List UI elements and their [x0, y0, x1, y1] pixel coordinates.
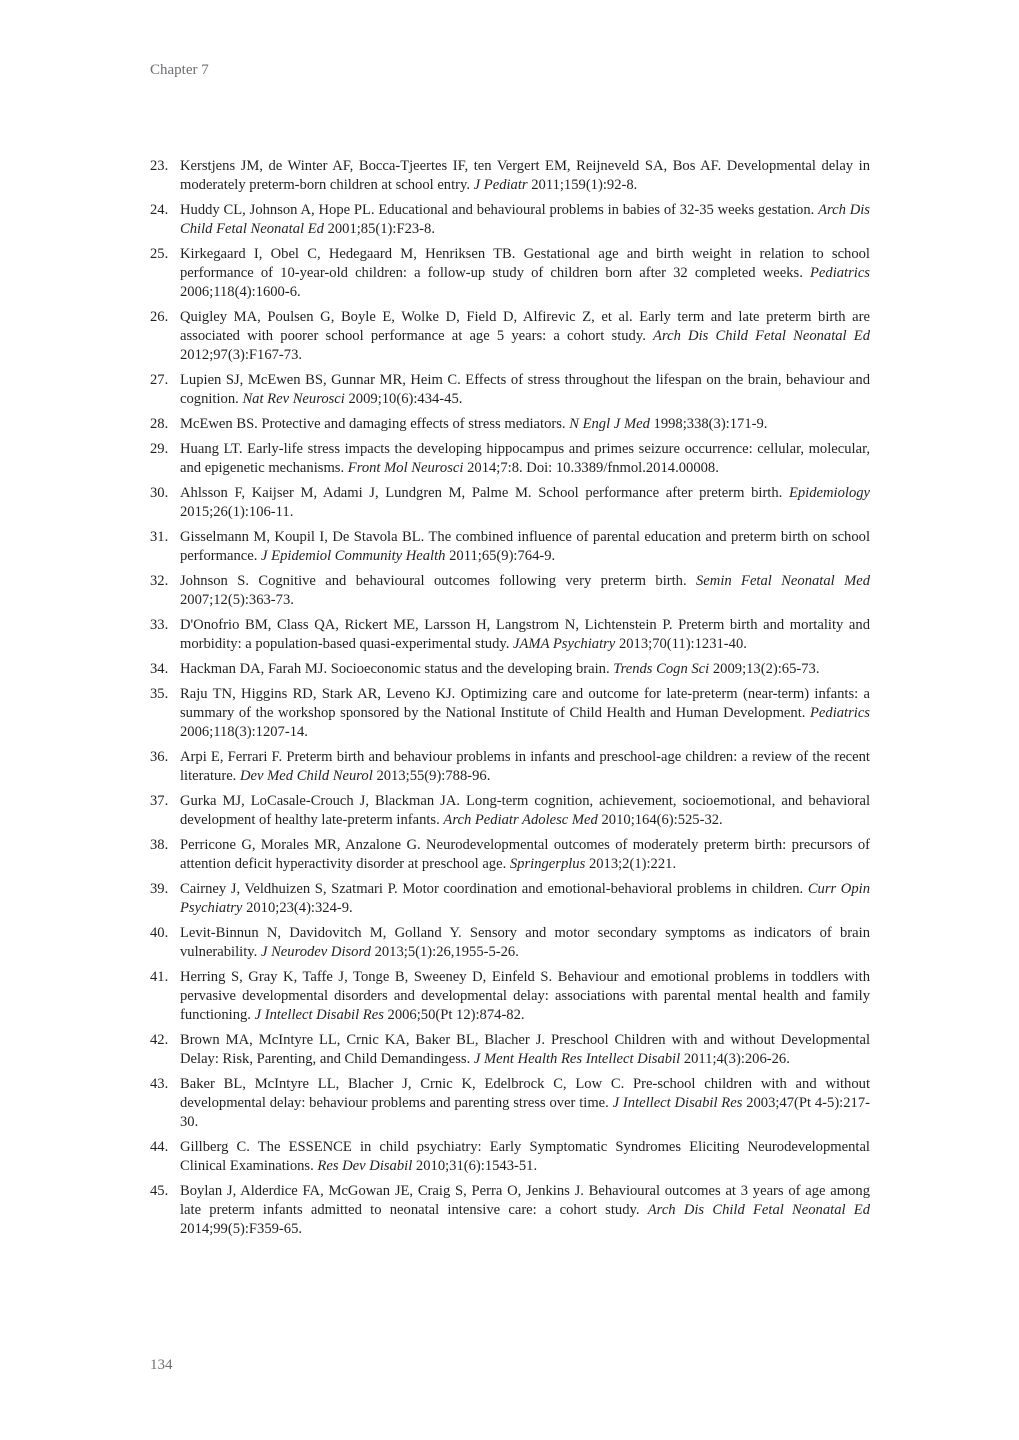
reference-text: Hackman DA, Farah MJ. Socioeconomic status and the developing brain. Trends Cogn Sci 2009;13(2):65-73. [180, 661, 820, 677]
journal-name: JAMA Psychiatry [513, 636, 616, 652]
reference-number: 43. [150, 1076, 169, 1092]
journal-name: Curr Opin Psychiatry [180, 881, 870, 916]
reference-text: Herring S, Gray K, Taffe J, Tonge B, Sweeney D, Einfeld S. Behaviour and emotional problems in toddlers with pervasive developmental disorders and developmental delay: associations with parental mental health and family functioning. J Intellect Disabil Res 2006;50(Pt 12):874-82. [180, 969, 870, 1023]
journal-name: J Pediatr [473, 177, 528, 193]
reference-text: Baker BL, McIntyre LL, Blacher J, Crnic K, Edelbrock C, Low C. Pre-school children with and without developmental delay: behaviour problems and parenting stress over time. J Intellect Disabil Res 2003;47(Pt 4-5):217-30. [180, 1076, 870, 1130]
reference-text: Ahlsson F, Kaijser M, Adami J, Lundgren M, Palme M. School performance after preterm birth. Epidemiology 2015;26(1):106-11. [180, 485, 871, 520]
reference-item [150, 616, 870, 654]
journal-name: J Epidemiol Community Health [261, 548, 446, 564]
journal-name: J Intellect Disabil Res [612, 1095, 743, 1111]
reference-item [150, 880, 870, 918]
reference-text: Perricone G, Morales MR, Anzalone G. Neurodevelopmental outcomes of moderately preterm birth: precursors of attention deficit hyperactivity disorder at preschool age. Springerplus 2013;2(1):221. [180, 837, 870, 872]
journal-name: Trends Cogn Sci [613, 661, 710, 677]
journal-name: Arch Dis Child Fetal Neonatal Ed [653, 328, 871, 344]
reference-number: 32. [150, 573, 169, 589]
reference-number: 24. [150, 202, 169, 218]
reference-item [150, 1182, 870, 1239]
reference-item [150, 371, 870, 409]
journal-name: Arch Pediatr Adolesc Med [443, 812, 598, 828]
reference-item [150, 484, 870, 522]
reference-text: Kirkegaard I, Obel C, Hedegaard M, Henriksen TB. Gestational age and birth weight in relation to school performance of 10-year-old children: a follow-up study of children born after 32 completed weeks. Pediatrics 2006;118(4):1600-6. [180, 246, 870, 300]
reference-number: 40. [150, 925, 169, 941]
reference-item [150, 1031, 870, 1069]
page-number: 134 [150, 1357, 173, 1373]
reference-text: Brown MA, McIntyre LL, Crnic KA, Baker BL, Blacher J. Preschool Children with and without Developmental Delay: Risk, Parenting, and Child Demandingess. J Ment Health Res Intellect Disabil 2011;4(3):206-26. [180, 1032, 870, 1067]
journal-name: J Intellect Disabil Res [254, 1007, 384, 1023]
reference-item [150, 1138, 870, 1176]
journal-name: Epidemiology [788, 485, 871, 501]
reference-text: Raju TN, Higgins RD, Stark AR, Leveno KJ. Optimizing care and outcome for late-preterm (near-term) infants: a summary of the workshop sponsored by the National Institute of Child Health and Human Development. Pediatrics 2006;118(3):1207-14. [180, 686, 870, 740]
journal-name: Nat Rev Neurosci [242, 391, 345, 407]
reference-number: 23. [150, 158, 169, 174]
reference-text: McEwen BS. Protective and damaging effects of stress mediators. N Engl J Med 1998;338(3):171-9. [180, 416, 768, 432]
journal-name: Semin Fetal Neonatal Med [696, 573, 870, 589]
reference-text: Kerstjens JM, de Winter AF, Bocca-Tjeertes IF, ten Vergert EM, Reijneveld SA, Bos AF. Developmental delay in moderately preterm-born children at school entry. J Pediatr 2011;159(1):92-8. [180, 158, 870, 193]
reference-text: D'Onofrio BM, Class QA, Rickert ME, Larsson H, Langstrom N, Lichtenstein P. Preterm birth and mortality and morbidity: a population-based quasi-experimental study. JAMA Psychiatry 2013;70(11):1231-40. [180, 617, 870, 652]
reference-number: 30. [150, 485, 169, 501]
reference-number: 38. [150, 837, 169, 853]
reference-number: 37. [150, 793, 169, 809]
reference-item [150, 528, 870, 566]
reference-number: 41. [150, 969, 169, 985]
reference-number: 28. [150, 416, 169, 432]
reference-number: 42. [150, 1032, 169, 1048]
reference-item [150, 308, 870, 365]
journal-name: J Ment Health Res Intellect Disabil [473, 1051, 681, 1067]
reference-item [150, 792, 870, 830]
journal-name: Arch Dis Child Fetal Neonatal Ed [180, 202, 870, 237]
reference-number: 31. [150, 529, 169, 545]
reference-number: 33. [150, 617, 169, 633]
journal-name: Res Dev Disabil [317, 1158, 413, 1174]
reference-number: 35. [150, 686, 169, 702]
reference-text: Levit-Binnun N, Davidovitch M, Golland Y. Sensory and motor secondary symptoms as indicators of brain vulnerability. J Neurodev Disord 2013;5(1):26,1955-5-26. [180, 925, 870, 960]
running-head: Chapter 7 [150, 62, 209, 78]
journal-name: Arch Dis Child Fetal Neonatal Ed [647, 1202, 871, 1218]
reference-item [150, 924, 870, 962]
reference-item [150, 660, 870, 679]
journal-name: Pediatrics [810, 265, 870, 281]
reference-text: Huddy CL, Johnson A, Hope PL. Educational and behavioural problems in babies of 32-35 weeks gestation. Arch Dis Child Fetal Neonatal Ed 2001;85(1):F23-8. [180, 202, 870, 237]
reference-item [150, 201, 870, 239]
journal-name: Pediatrics [810, 705, 870, 721]
reference-number: 26. [150, 309, 169, 325]
journal-name: Front Mol Neurosci [347, 460, 464, 476]
reference-number: 36. [150, 749, 169, 765]
reference-text: Gurka MJ, LoCasale-Crouch J, Blackman JA. Long-term cognition, achievement, socioemotional, and behavioral development of healthy late-preterm infants. Arch Pediatr Adolesc Med 2010;164(6):525-32. [180, 793, 870, 828]
reference-number: 27. [150, 372, 169, 388]
reference-item [150, 245, 870, 302]
reference-number: 44. [150, 1139, 169, 1155]
reference-item [150, 685, 870, 742]
reference-item [150, 440, 870, 478]
reference-text: Boylan J, Alderdice FA, McGowan JE, Craig S, Perra O, Jenkins J. Behavioural outcomes at 3 years of age among late preterm infants admitted to neonatal intensive care: a cohort study. Arch Dis Child Fetal Neonatal Ed 2014;99(5):F359-65. [180, 1183, 871, 1237]
reference-item [150, 1075, 870, 1132]
reference-text: Arpi E, Ferrari F. Preterm birth and behaviour problems in infants and preschool-age children: a review of the recent literature. Dev Med Child Neurol 2013;55(9):788-96. [180, 749, 870, 784]
reference-number: 34. [150, 661, 169, 677]
journal-name: N Engl J Med [569, 416, 650, 432]
reference-text: Cairney J, Veldhuizen S, Szatmari P. Motor coordination and emotional-behavioral problems in children. Curr Opin Psychiatry 2010;23(4):324-9. [180, 881, 870, 916]
reference-text: Gisselmann M, Koupil I, De Stavola BL. The combined influence of parental education and preterm birth on school performance. J Epidemiol Community Health 2011;65(9):764-9. [180, 529, 870, 564]
reference-item [150, 968, 870, 1025]
reference-item [150, 157, 870, 195]
reference-item [150, 572, 870, 610]
reference-list [150, 157, 870, 1245]
reference-number: 45. [150, 1183, 169, 1199]
reference-text: Quigley MA, Poulsen G, Boyle E, Wolke D, Field D, Alfirevic Z, et al. Early term and late preterm birth are associated with poorer school performance at age 5 years: a cohort study. Arch Dis Child Fetal Neonatal Ed 2012;97(3):F167-73. [180, 309, 871, 363]
journal-name: J Neurodev Disord [260, 944, 371, 960]
reference-item [150, 836, 870, 874]
reference-number: 29. [150, 441, 169, 457]
journal-name: Springerplus [509, 856, 586, 872]
reference-text: Johnson S. Cognitive and behavioural outcomes following very preterm birth. Semin Fetal Neonatal Med 2007;12(5):363-73. [180, 573, 870, 608]
reference-number: 39. [150, 881, 169, 897]
reference-text: Lupien SJ, McEwen BS, Gunnar MR, Heim C. Effects of stress throughout the lifespan on the brain, behaviour and cognition. Nat Rev Neurosci 2009;10(6):434-45. [180, 372, 870, 407]
reference-text: Huang LT. Early-life stress impacts the developing hippocampus and primes seizure occurrence: cellular, molecular, and epigenetic mechanisms. Front Mol Neurosci 2014;7:8. Doi: 10.3389/fnmol.2014.00008. [180, 441, 870, 476]
reference-item [150, 748, 870, 786]
journal-name: Dev Med Child Neurol [239, 768, 373, 784]
reference-number: 25. [150, 246, 169, 262]
reference-item [150, 415, 870, 434]
reference-text: Gillberg C. The ESSENCE in child psychiatry: Early Symptomatic Syndromes Eliciting Neurodevelopmental Clinical Examinations. Res Dev Disabil 2010;31(6):1543-51. [180, 1139, 870, 1174]
